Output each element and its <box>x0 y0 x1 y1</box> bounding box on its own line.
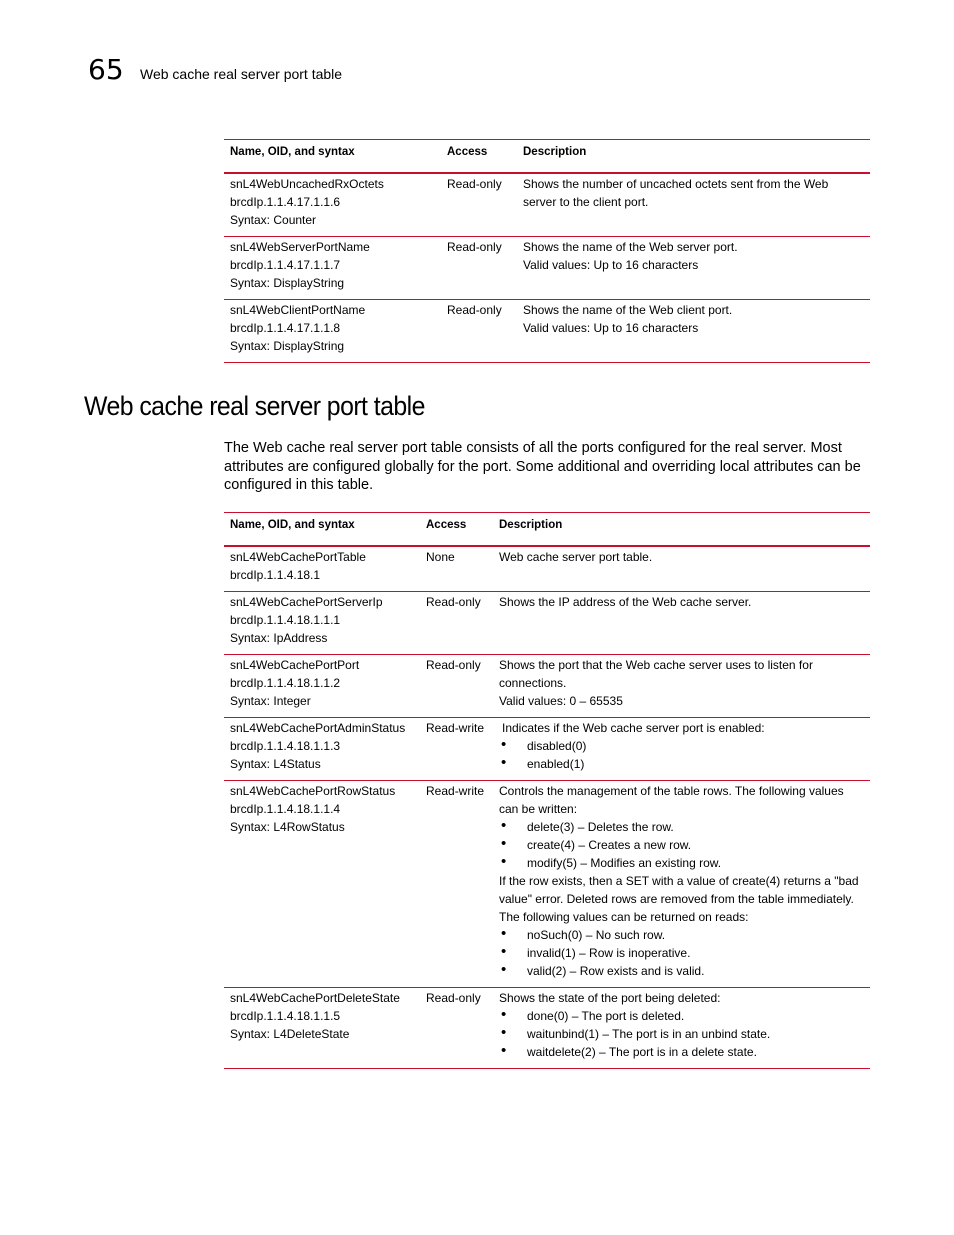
object-syntax: Syntax: Counter <box>230 213 317 227</box>
access-cell: Read-only <box>441 300 517 363</box>
bullet-item: • waitunbind(1) – The port is in an unbind state. <box>499 1025 864 1043</box>
description-text: Valid values: Up to 16 characters <box>523 258 699 272</box>
object-oid: brcdIp.1.1.4.17.1.1.7 <box>230 258 341 272</box>
description-cell <box>493 655 870 718</box>
bullet-item: • create(4) – Creates a new row. <box>499 836 864 854</box>
name-cell <box>224 237 441 300</box>
bullet-list <box>499 737 864 773</box>
access-cell: None <box>420 546 493 592</box>
object-name: snL4WebCachePortAdminStatus <box>230 721 406 735</box>
table-row <box>224 300 870 363</box>
object-syntax: Syntax: DisplayString <box>230 276 345 290</box>
object-oid: brcdIp.1.1.4.17.1.1.8 <box>230 321 341 335</box>
bullet-item: • invalid(1) – Row is inoperative. <box>499 944 864 962</box>
object-name: snL4WebServerPortName <box>230 240 370 254</box>
description-cell <box>493 546 870 592</box>
description-text: The following values can be returned on reads: <box>499 910 749 924</box>
bullet-list <box>499 926 864 980</box>
name-cell <box>224 655 420 718</box>
description-text: Shows the IP address of the Web cache server. <box>499 595 752 609</box>
table-row <box>224 546 870 592</box>
name-cell <box>224 300 441 363</box>
object-syntax: Syntax: IpAddress <box>230 631 328 645</box>
table-row <box>224 655 870 718</box>
description-text: Valid values: 0 – 65535 <box>499 694 623 708</box>
object-name: snL4WebCachePortRowStatus <box>230 784 396 798</box>
column-header-name: Name, OID, and syntax <box>224 140 441 174</box>
running-header-title: Web cache real server port table <box>140 66 343 82</box>
column-header-description: Description <box>493 513 870 547</box>
name-cell <box>224 988 420 1069</box>
object-oid: brcdIp.1.1.4.18.1.1.2 <box>230 676 341 690</box>
bullet-item: • done(0) – The port is deleted. <box>499 1007 864 1025</box>
object-name: snL4WebClientPortName <box>230 303 366 317</box>
access-cell: Read-only <box>420 655 493 718</box>
access-cell: Read-only <box>441 237 517 300</box>
description-cell <box>493 718 870 781</box>
name-cell <box>224 718 420 781</box>
object-oid: brcdIp.1.1.4.18.1.1.1 <box>230 613 341 627</box>
object-oid: brcdIp.1.1.4.18.1.1.5 <box>230 1009 341 1023</box>
bullet-item: • valid(2) – Row exists and is valid. <box>499 962 864 980</box>
name-cell <box>224 781 420 988</box>
description-text: Shows the name of the Web server port. <box>523 240 738 254</box>
description-text: Indicates if the Web cache server port is enabled: <box>502 721 765 735</box>
object-syntax: Syntax: L4RowStatus <box>230 820 345 834</box>
description-text: Controls the management of the table rows. The following values can be written: <box>499 784 844 816</box>
table-header-row <box>224 513 870 547</box>
description-cell <box>493 592 870 655</box>
object-oid: brcdIp.1.1.4.18.1.1.4 <box>230 802 341 816</box>
table-row <box>224 988 870 1069</box>
access-cell: Read-only <box>420 988 493 1069</box>
chapter-number: 65 <box>88 53 124 86</box>
description-text: Shows the port that the Web cache server uses to listen for connections. <box>499 658 813 690</box>
description-text: Shows the state of the port being deleted: <box>499 991 721 1005</box>
description-text: Shows the number of uncached octets sent from the Web server to the client port. <box>523 177 829 209</box>
description-cell <box>517 300 870 363</box>
name-cell <box>224 173 441 237</box>
table-row <box>224 173 870 237</box>
object-syntax: Syntax: L4Status <box>230 757 321 771</box>
object-oid: brcdIp.1.1.4.17.1.1.6 <box>230 195 341 209</box>
column-header-access: Access <box>441 140 517 174</box>
bullet-item: • waitdelete(2) – The port is in a delete state. <box>499 1043 864 1061</box>
table-row <box>224 718 870 781</box>
object-name: snL4WebCachePortPort <box>230 658 360 672</box>
section-heading: Web cache real server port table <box>84 391 425 421</box>
description-text: Valid values: Up to 16 characters <box>523 321 699 335</box>
description-text: If the row exists, then a SET with a value of create(4) returns a "bad value" error. Deleted rows are removed from the table immediately. <box>499 874 859 906</box>
table-row <box>224 781 870 988</box>
object-name: snL4WebCachePortServerIp <box>230 595 383 609</box>
bullet-item: • noSuch(0) – No such row. <box>499 926 864 944</box>
table-row <box>224 237 870 300</box>
object-syntax: Syntax: Integer <box>230 694 311 708</box>
table-row <box>224 592 870 655</box>
access-cell: Read-only <box>441 173 517 237</box>
bullet-list <box>499 1007 864 1061</box>
description-cell <box>517 173 870 237</box>
column-header-name: Name, OID, and syntax <box>224 513 420 547</box>
name-cell <box>224 546 420 592</box>
object-name: snL4WebCachePortTable <box>230 550 366 564</box>
name-cell <box>224 592 420 655</box>
object-oid: brcdIp.1.1.4.18.1.1.3 <box>230 739 341 753</box>
bullet-item: • delete(3) – Deletes the row. <box>499 818 864 836</box>
object-syntax: Syntax: DisplayString <box>230 339 345 353</box>
object-oid: brcdIp.1.1.4.18.1 <box>230 568 321 582</box>
description-cell <box>493 988 870 1069</box>
object-syntax: Syntax: L4DeleteState <box>230 1027 350 1041</box>
description-text: Shows the name of the Web client port. <box>523 303 733 317</box>
bullet-item: • disabled(0) <box>499 737 864 755</box>
mib-table-web-cache-port <box>224 512 870 1069</box>
access-cell: Read-write <box>420 781 493 988</box>
bullet-list <box>499 818 864 872</box>
description-cell <box>517 237 870 300</box>
access-cell: Read-only <box>420 592 493 655</box>
column-header-access: Access <box>420 513 493 547</box>
object-name: snL4WebCachePortDeleteState <box>230 991 400 1005</box>
column-header-description: Description <box>517 140 870 174</box>
object-name: snL4WebUncachedRxOctets <box>230 177 384 191</box>
mib-table-web-uncached <box>224 139 870 363</box>
section-intro-paragraph: The Web cache real server port table consists of all the ports configured for the real server. Most attributes are configured globally for the port. Some additional and overriding local attributes can be configured in this table. <box>224 440 861 493</box>
bullet-item: • enabled(1) <box>499 755 864 773</box>
access-cell: Read-write <box>420 718 493 781</box>
table-header-row <box>224 140 870 174</box>
description-cell <box>493 781 870 988</box>
bullet-item: • modify(5) – Modifies an existing row. <box>499 854 864 872</box>
description-text: Web cache server port table. <box>499 550 653 564</box>
